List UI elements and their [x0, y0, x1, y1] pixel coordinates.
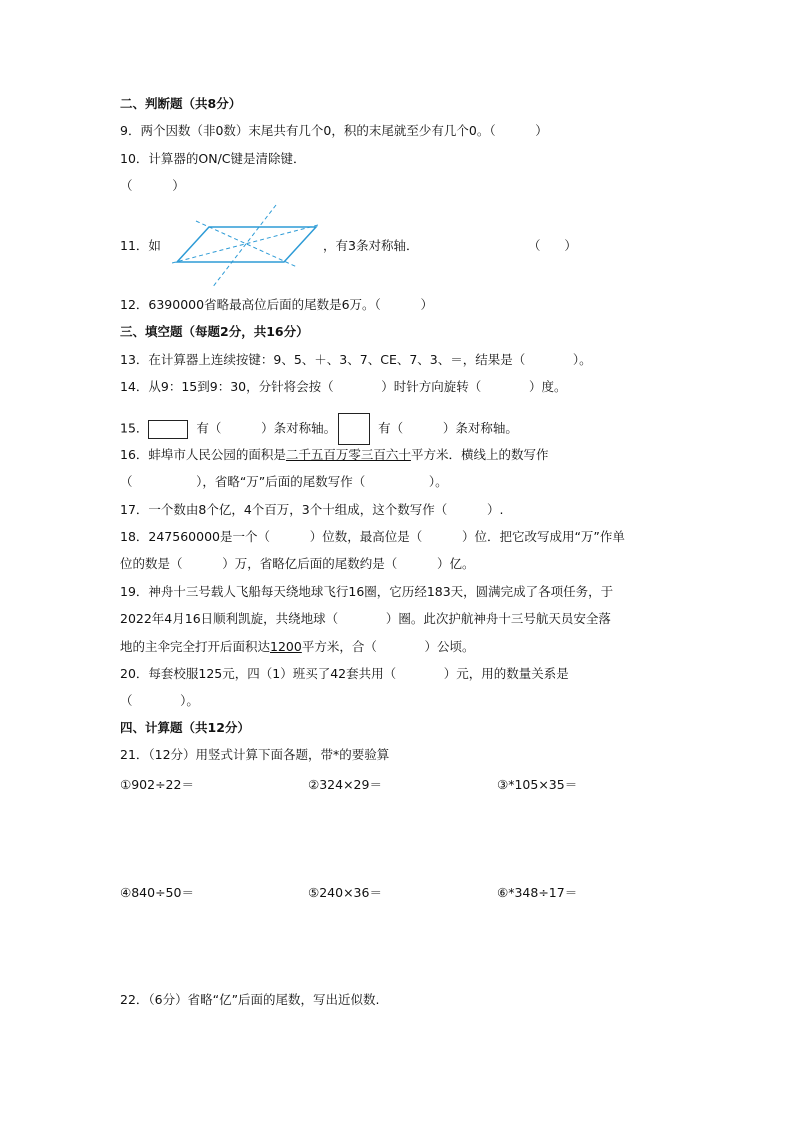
axis-line-3 — [212, 205, 276, 288]
question-12: 12．6390000省略最高位后面的尾数是6万。（ ） — [120, 297, 434, 312]
question-11-answer: （ ） — [528, 238, 577, 253]
calc-item: ⑥*348÷17＝ — [497, 885, 578, 900]
question-16-suffix: 平方米．横线上的数写作 — [410, 447, 549, 462]
question-16-prefix: 16．蚌埠市人民公园的面积是 — [120, 447, 286, 462]
section2-heading: 二、判断题（共8分） — [120, 96, 242, 111]
question-18-line2: 位的数是（ ）万，省略亿后面的尾数约是（ ）亿。 — [120, 556, 475, 571]
question-10: 10．计算器的ON/C键是清除键． — [120, 151, 306, 166]
parallelogram-figure — [172, 200, 318, 290]
question-11-text: ，有3条对称轴． — [323, 238, 419, 253]
question-20: 20．每套校服125元，四（1）班买了42套共用（ ）元，用的数量关系是 — [120, 666, 569, 681]
axis-line-2 — [196, 221, 297, 267]
question-17: 17．一个数由8个亿，4个百万，3个十组成，这个数写作（ ）. — [120, 502, 504, 517]
section3-heading: 三、填空题（每题2分，共16分） — [120, 324, 309, 339]
question-21: 21．（12分）用竖式计算下面各题，带*的要验算 — [120, 747, 390, 762]
question-19-prefix: 地的主伞完全打开后面积达 — [120, 639, 271, 654]
question-10-answer: （ ） — [120, 178, 185, 193]
question-15-square-text: 有（ ）条对称轴。 — [378, 420, 518, 436]
calc-item: ②324×29＝ — [308, 777, 382, 792]
calc-item: ③*105×35＝ — [497, 777, 578, 792]
calc-item: ⑤240×36＝ — [308, 885, 382, 900]
question-11-prefix: 11．如 — [120, 238, 161, 253]
calc-item: ④840÷50＝ — [120, 885, 194, 900]
question-16 — [120, 447, 548, 463]
question-19-underlined: 1200 — [270, 639, 302, 654]
question-16-line2: （ ），省略“万”后面的尾数写作（ ）。 — [120, 474, 448, 489]
question-20-line2: （ ）。 — [120, 693, 199, 708]
question-19-line2: 2022年4月16日顺利凯旋，共绕地球（ ）圈。此次护航神舟十三号航天员安全落 — [120, 611, 611, 626]
section4-heading: 四、计算题（共12分） — [120, 720, 250, 735]
question-15-rect-text: 有（ ）条对称轴。 — [196, 420, 337, 436]
square-shape — [338, 413, 370, 445]
question-22: 22．（6分）省略“亿”后面的尾数，写出近似数. — [120, 992, 380, 1007]
question-19-line3 — [120, 639, 475, 655]
question-15 — [120, 413, 518, 445]
question-14: 14．从9：15到9：30，分针将会按（ ）时针方向旋转（ ）度。 — [120, 379, 567, 394]
question-19: 19．神舟十三号载人飞船每天绕地球飞行16圈，它历经183天，圆满完成了各项任务，于 — [120, 584, 614, 599]
rectangle-shape — [148, 420, 188, 439]
question-18: 18．247560000是一个（ ）位数，最高位是（ ）位．把它改写成用“万”作单 — [120, 529, 625, 544]
question-16-underlined: 二千五百万零三百六十 — [285, 447, 411, 462]
calc-item: ①902÷22＝ — [120, 777, 194, 792]
parallelogram-shape — [177, 227, 316, 262]
question-15-number: 15． — [120, 420, 149, 436]
question-13: 13．在计算器上连续按键：9、5、＋、3、7、CE、7、3、＝，结果是（ ）。 — [120, 352, 592, 367]
question-9: 9．两个因数（非0数）末尾共有几个0，积的末尾就至少有几个0。（ ） — [120, 123, 548, 138]
question-19-suffix: 平方米，合（ ）公顷。 — [301, 639, 475, 654]
